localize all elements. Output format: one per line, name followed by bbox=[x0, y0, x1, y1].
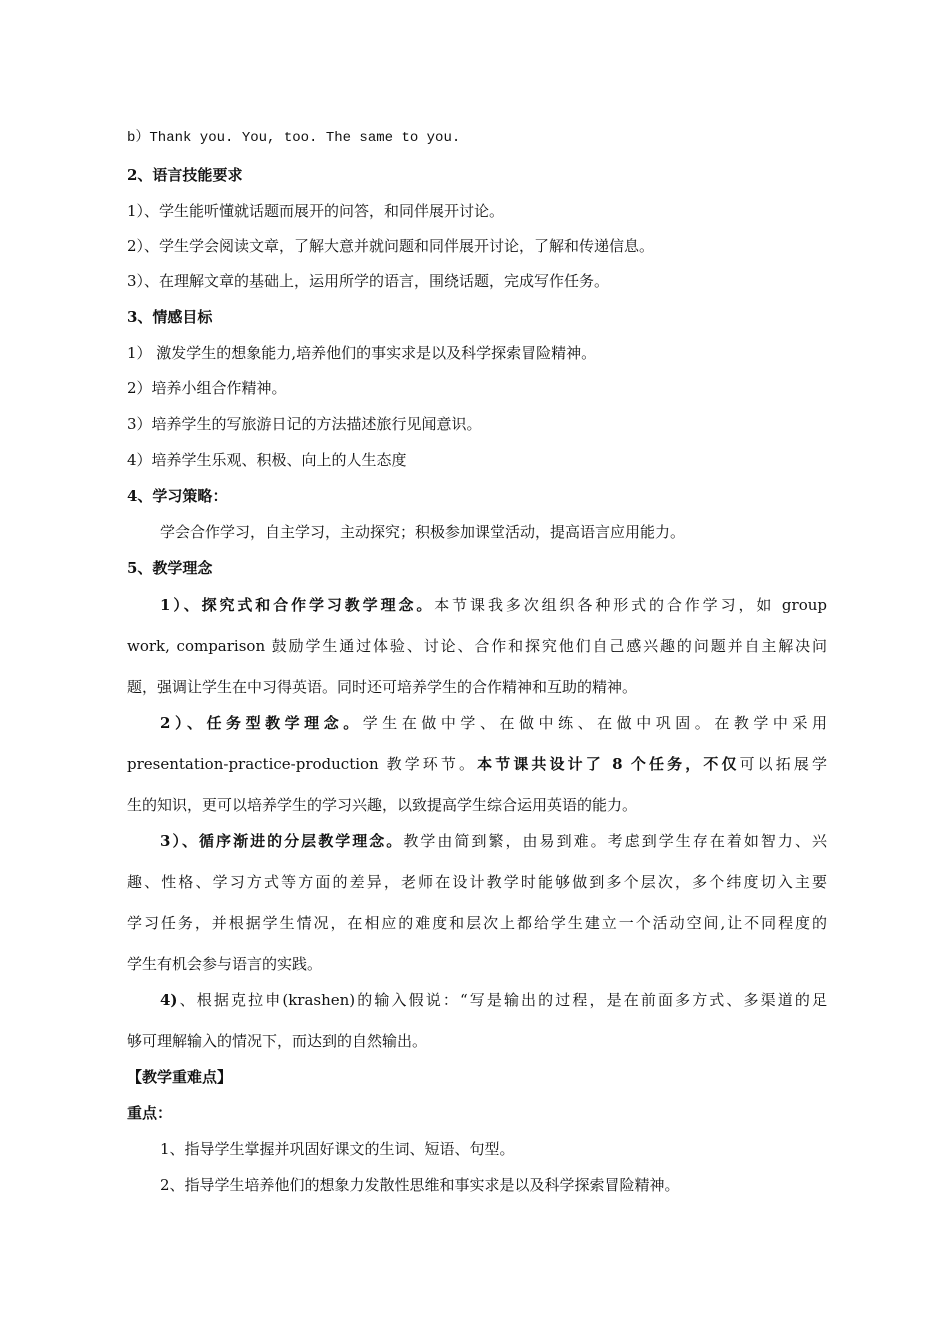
paragraph-text: presentation-practice-production 教学环节。 bbox=[127, 755, 478, 773]
paragraph-lead: 3）、循序渐进的分层教学理念。 bbox=[160, 832, 404, 850]
paragraph-line bbox=[127, 713, 827, 733]
section-heading-teaching-philosophy: 5、教学理念 bbox=[127, 559, 213, 577]
list-item: 2、指导学生培养他们的想象力发散性思维和事实求是以及科学探索冒险精神。 bbox=[160, 1176, 680, 1194]
paragraph-text: 可以拓展学 bbox=[739, 755, 827, 773]
section-heading-language-skills: 2、语言技能要求 bbox=[127, 166, 243, 184]
paragraph-line bbox=[127, 595, 827, 615]
list-item: 1） 激发学生的想象能力,培养他们的事实求是以及科学探索冒险精神。 bbox=[127, 344, 597, 362]
paragraph-line: 趣、性格、学习方式等方面的差异，老师在设计教学时能够做到多个层次，多个纬度切入主要 bbox=[127, 873, 827, 891]
paragraph-text: 学生在做中学、在做中练、在做中巩固。在教学中采用 bbox=[362, 714, 827, 732]
list-item: 1、指导学生掌握并巩固好课文的生词、短语、句型。 bbox=[160, 1140, 515, 1158]
paragraph-bold-text: 本节课共设计了 8 个任务，不仅 bbox=[477, 755, 740, 773]
strategy-text: 学会合作学习，自主学习，主动探究；积极参加课堂活动，提高语言应用能力。 bbox=[160, 523, 686, 541]
section-heading-key-points: 【教学重难点】 bbox=[127, 1068, 233, 1086]
paragraph-line bbox=[127, 831, 827, 851]
paragraph-line bbox=[127, 754, 827, 774]
list-item: 3）、在理解文章的基础上，运用所学的语言，围绕话题，完成写作任务。 bbox=[127, 272, 610, 290]
list-item: 3）培养学生的写旅游日记的方法描述旅行见闻意识。 bbox=[127, 415, 482, 433]
paragraph-lead: 4) bbox=[160, 991, 178, 1009]
paragraph-lead: 2）、任务型教学理念。 bbox=[160, 714, 363, 732]
paragraph-text: 本节课我多次组织各种形式的合作学习，如 group bbox=[434, 596, 827, 614]
section-heading-affective-goals: 3、情感目标 bbox=[127, 308, 213, 326]
paragraph-line: 学生有机会参与语言的实践。 bbox=[127, 955, 323, 973]
paragraph-line: work, comparison 鼓励学生通过体验、讨论、合作和探究他们自己感兴趣的问题并自主解决问 bbox=[127, 637, 827, 655]
paragraph-line: 学习任务，并根据学生情况，在相应的难度和层次上都给学生建立一个活动空间,让不同程度的 bbox=[127, 914, 827, 932]
paragraph-text: 教学由简到繁，由易到难。考虑到学生存在着如智力、兴 bbox=[403, 832, 827, 850]
paragraph-line bbox=[127, 990, 827, 1010]
list-item: 2）、学生学会阅读文章，了解大意并就问题和同伴展开讨论，了解和传递信息。 bbox=[127, 237, 655, 255]
list-item: 4）培养学生乐观、积极、向上的人生态度 bbox=[127, 451, 407, 469]
paragraph-line: 生的知识，更可以培养学生的学习兴趣，以致提高学生综合运用英语的能力。 bbox=[127, 796, 638, 814]
paragraph-text: 、根据克拉申(krashen)的输入假说：“写是输出的过程，是在前面多方式、多渠道的足 bbox=[177, 991, 827, 1009]
paragraph-line: 够可理解输入的情况下，而达到的自然输出。 bbox=[127, 1032, 428, 1050]
subheading-focus: 重点： bbox=[127, 1104, 173, 1122]
list-item: 2）培养小组合作精神。 bbox=[127, 379, 287, 397]
example-response-line: b）Thank you. You, too. The same to you. bbox=[127, 130, 461, 146]
paragraph-lead: 1）、探究式和合作学习教学理念。 bbox=[160, 596, 435, 614]
section-heading-learning-strategy: 4、学习策略： bbox=[127, 487, 228, 505]
paragraph-line: 题，强调让学生在中习得英语。同时还可培养学生的合作精神和互助的精神。 bbox=[127, 678, 638, 696]
list-item: 1）、学生能听懂就话题而展开的问答，和同伴展开讨论。 bbox=[127, 202, 505, 220]
